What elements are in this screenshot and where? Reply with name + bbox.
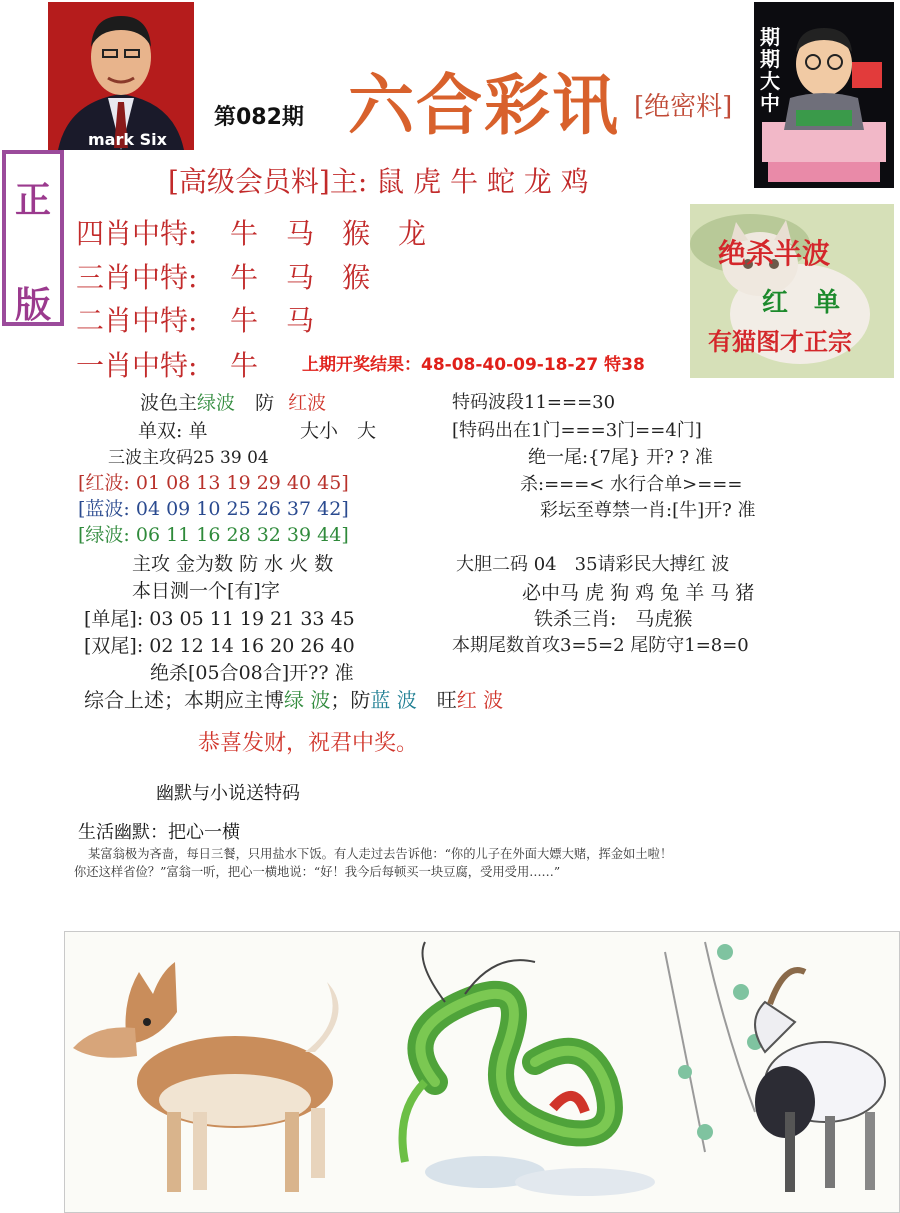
wave-main-prefix: 波色主: [140, 392, 198, 414]
kill-element: 杀:===< 水行合单>===: [520, 474, 743, 495]
even-tail: [双尾]: 02 12 14 16 20 26 40: [84, 635, 355, 657]
mark-six-logo: mark Six: [88, 130, 167, 149]
side-label-char-2: 版: [14, 284, 51, 326]
pick-label-3: 三肖中特:: [76, 261, 198, 294]
kill-line: 绝杀[05合08合]开?? 准: [150, 662, 354, 684]
pick-value-3: 牛 马 猴: [230, 261, 371, 294]
cat-image-box: [690, 204, 894, 378]
cartoon-figure-image: [754, 2, 894, 188]
tail-attack: 本期尾数首攻3=5=2 尾防守1=8=0: [452, 635, 749, 656]
must-hit: 必中马 虎 狗 鸡 兔 羊 马 猪: [522, 582, 755, 604]
story-line-1: 某富翁极为吝啬，每日三餐，只用盐水下饭。有人走过去告诉他：“你的儿子在外面大嫖大赌，挥金如土啦！: [88, 847, 673, 861]
element-line: 主攻 金为数 防 水 火 数: [132, 553, 334, 575]
blue-wave-numbers: [蓝波: 04 09 10 25 26 37 42]: [78, 498, 349, 520]
cat-line-3: 有猫图才正宗: [708, 327, 852, 356]
red-wave-numbers: [红波: 01 08 13 19 29 40 45]: [78, 472, 349, 494]
odd-even: 单双: 单: [138, 420, 208, 442]
summary-blue: 蓝 波: [370, 688, 417, 712]
special-range: 特码波段11===30: [452, 392, 616, 413]
side-label-char-1: 正: [14, 179, 51, 221]
three-wave-attack: 三波主攻码25 39 04: [108, 448, 269, 468]
pick-label-1: 一肖中特:: [76, 349, 198, 382]
wave-main-red: 红波: [288, 392, 327, 414]
zodiac-illustration-panel: [64, 931, 900, 1213]
vip-line: [高级会员料]主: 鼠 虎 牛 蛇 龙 鸡: [168, 165, 589, 198]
summary-prefix: 综合上述；本期应主博: [84, 688, 284, 712]
dog-illustration: [73, 962, 339, 1192]
odd-tail: [单尾]: 03 05 11 19 21 33 45: [84, 608, 355, 630]
bold-two-codes: 大胆二码 04 35请彩民大搏红 波: [456, 554, 730, 575]
wave-main-guard: 防: [255, 392, 275, 414]
pick-label-4: 四肖中特:: [76, 217, 198, 250]
host-portrait-image: [48, 2, 194, 150]
wave-main-green: 绿波: [197, 392, 236, 414]
right-badge-text: 期期大中: [760, 25, 780, 115]
iron-kill: 铁杀三肖: 马虎猴: [534, 608, 693, 630]
story-line-2: 你还这样省俭？”富翁一听，把心一横地说：“好！我今后每顿买一块豆腐，受用受用……”: [74, 865, 561, 879]
dragon-illustration: [403, 942, 656, 1196]
daily-char: 本日测一个[有]字: [132, 580, 280, 602]
pick-label-2: 二肖中特:: [76, 304, 198, 337]
tail-pick: 绝一尾:{7尾} 开? ? 准: [528, 447, 713, 468]
forbidden-zodiac: 彩坛至尊禁一肖:[牛]开? 准: [540, 500, 756, 521]
pick-value-2: 牛 马: [230, 304, 315, 337]
pick-value-4: 牛 马 猴 龙: [230, 217, 427, 250]
life-title: 生活幽默：把心一横: [78, 822, 240, 843]
summary-line: [84, 684, 503, 713]
last-result: 上期开奖结果：48-08-40-09-18-27 特38: [302, 355, 645, 375]
green-wave-numbers: [绿波: 06 11 16 28 32 39 44]: [78, 524, 349, 546]
big-small: 大小 大: [300, 420, 377, 442]
congrats: 恭喜发财，祝君中奖。: [198, 731, 419, 756]
page-title: 六合彩讯: [348, 66, 620, 144]
cat-line-2: 红 单: [762, 288, 841, 318]
issue-number: 第082期: [214, 105, 304, 130]
title-subtitle: [绝密料]: [634, 92, 733, 122]
cat-line-1: 绝杀半波: [718, 237, 831, 270]
summary-green: 绿 波: [284, 688, 331, 712]
side-label-box: [2, 150, 64, 326]
summary-red: 红 波: [456, 688, 504, 712]
pick-value-1: 牛: [230, 349, 259, 382]
summary-mid: ；防: [330, 688, 371, 712]
wave-main-line: [140, 388, 326, 415]
summary-mid2: 旺: [416, 688, 457, 712]
goat-illustration: [665, 942, 885, 1192]
humor-title: 幽默与小说送特码: [156, 783, 300, 804]
special-door: [特码出在1门===3门==4门]: [452, 420, 702, 441]
